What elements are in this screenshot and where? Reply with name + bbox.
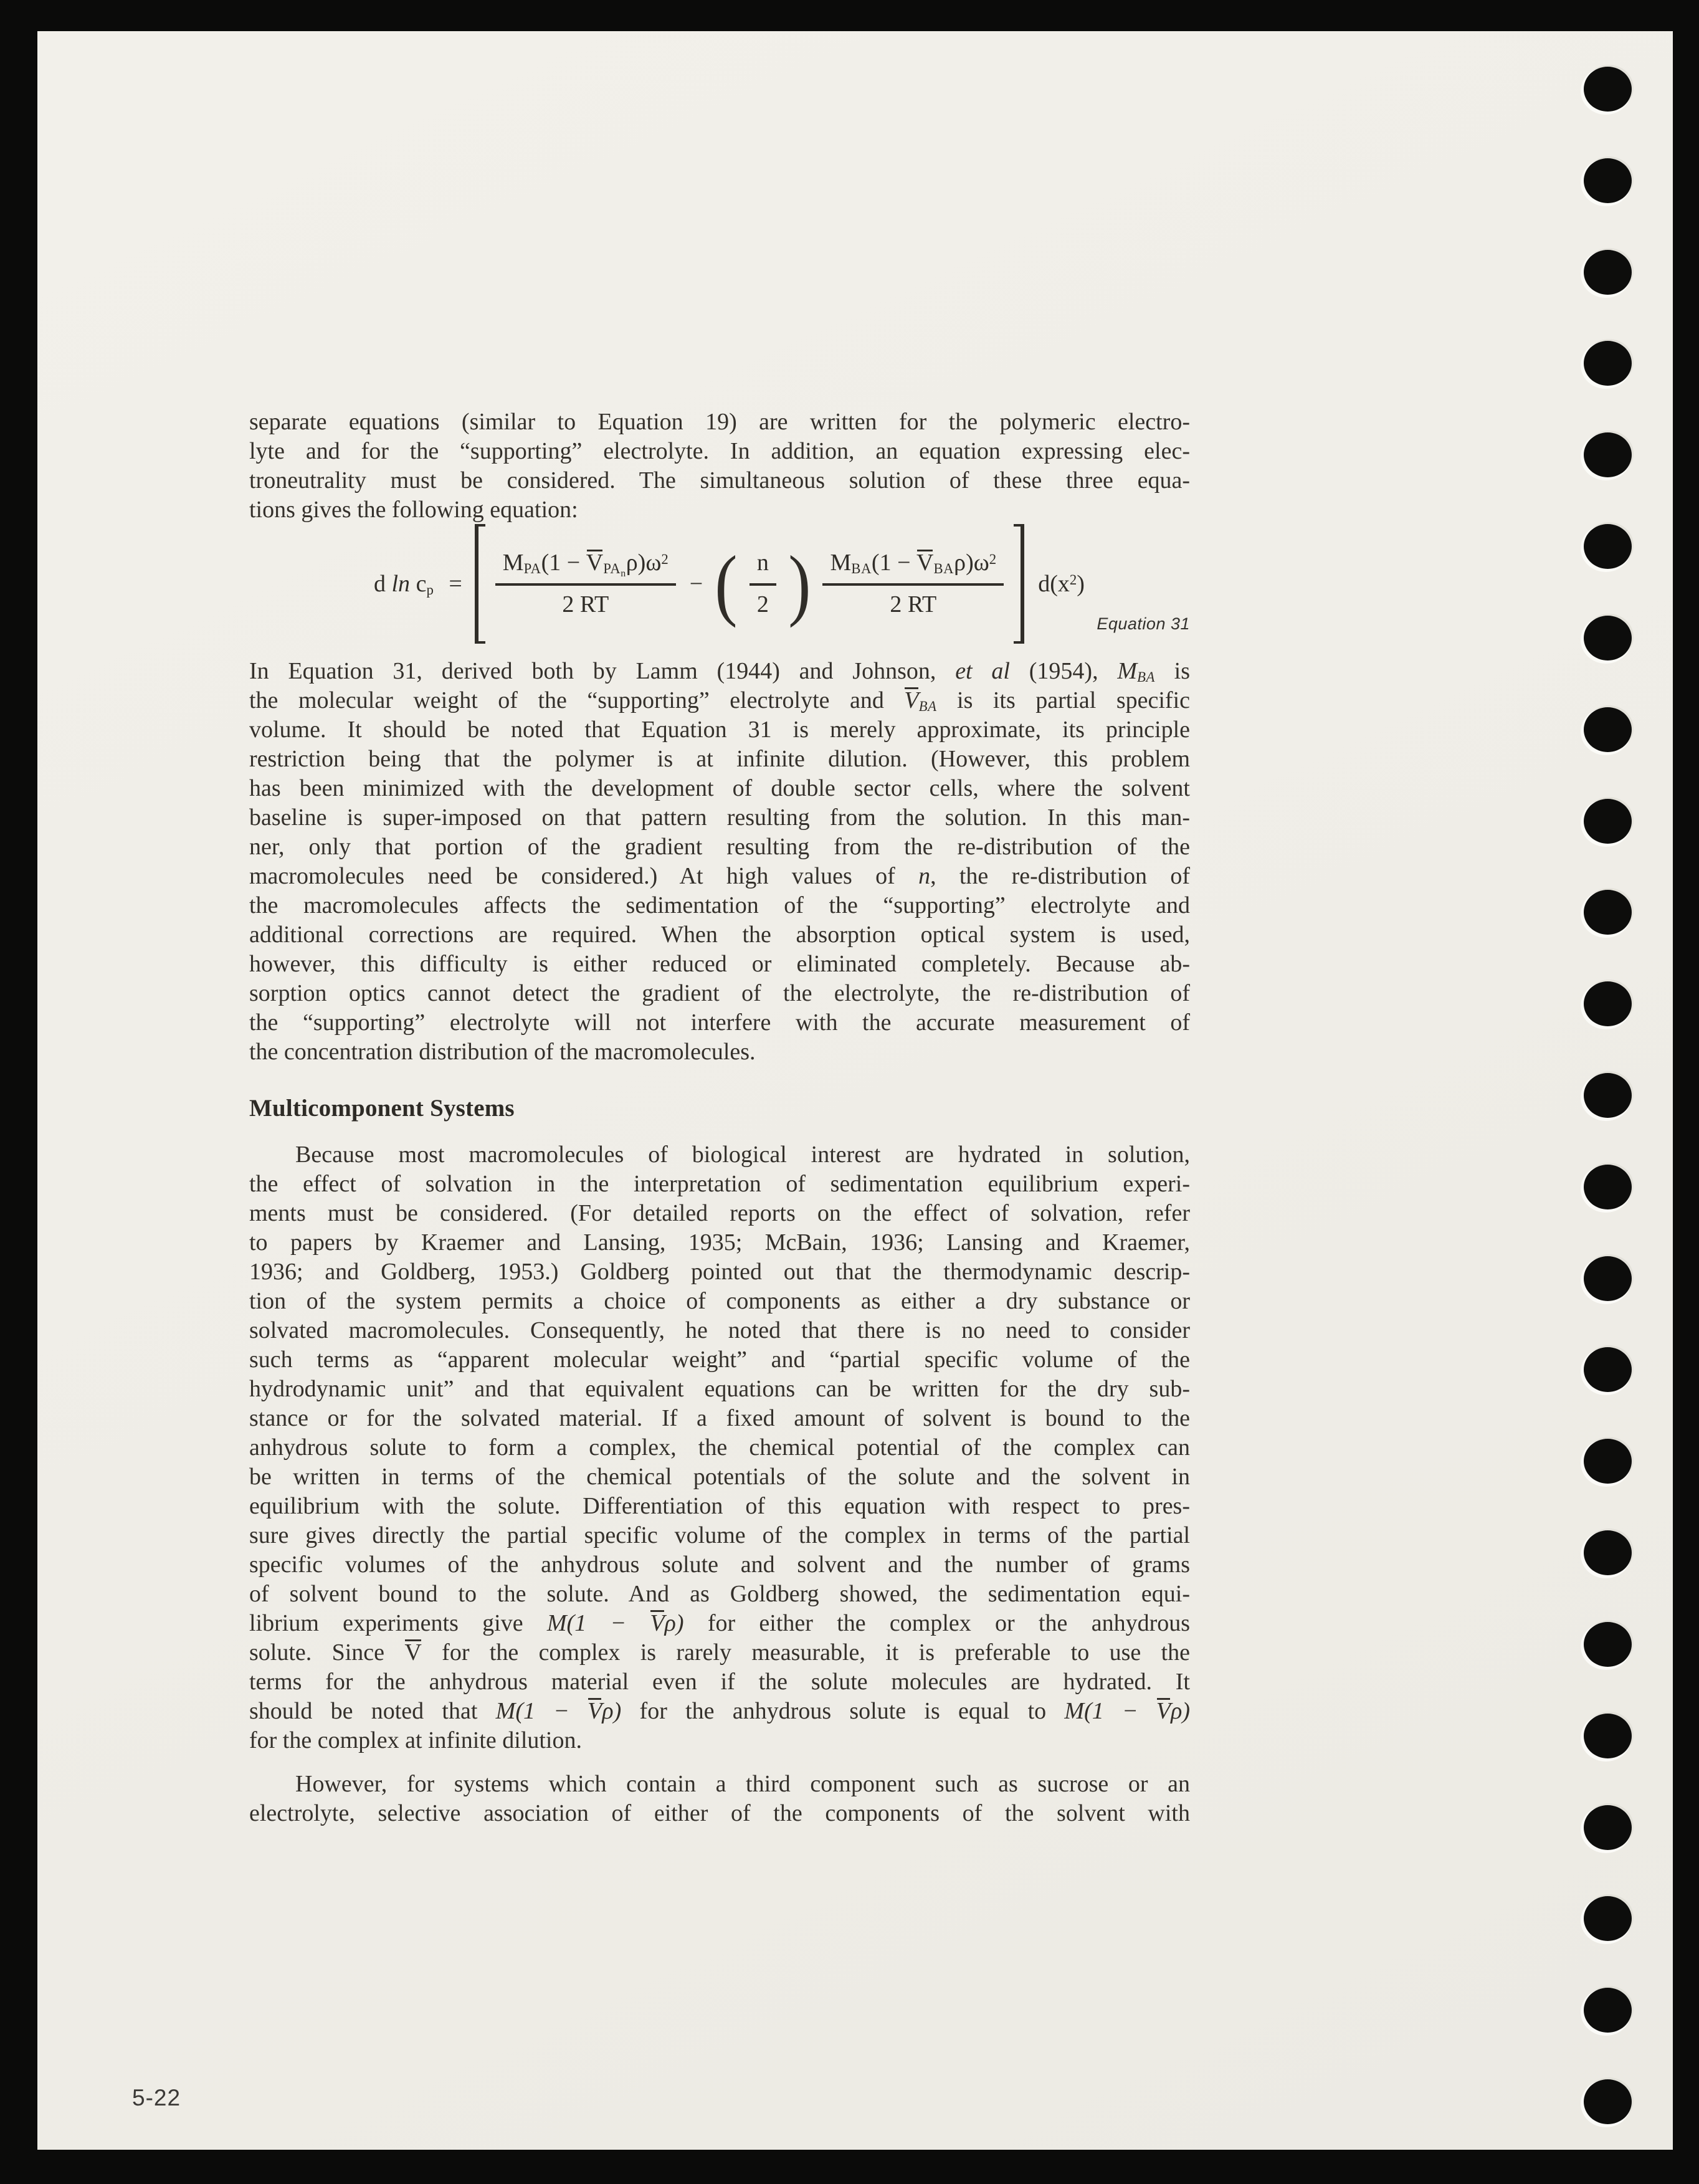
equals-sign: = xyxy=(449,570,462,597)
text-line: solvated macromolecules. Consequently, he noted that there is no need to consider xyxy=(249,1317,1190,1343)
paragraph xyxy=(249,657,1190,1067)
binder-hole xyxy=(1584,158,1632,203)
text-line: of solvent bound to the solute. And as Goldberg showed, the sedimentation equi- xyxy=(249,1581,1190,1607)
equation-row: d $\ln c_p$ = $\frac{M_{PA}(1 - V_{PA_n}\rho)\omega^2}{2 RT}$ − ( $\frac{n}{2}$ ) $\frac{M_{BA}(1 - V_{BA}\rho)\omega^2}{2 RT}$ $d(x^2)$ xyxy=(374,524,1085,644)
binder-hole xyxy=(1584,432,1632,477)
text-line: stance or for the solvated material. If a fixed amount of solvent is bound to the xyxy=(249,1405,1190,1431)
binder-hole xyxy=(1584,1988,1632,2033)
right-bracket xyxy=(1014,524,1024,644)
paragraph xyxy=(249,1140,1190,1755)
text-line: anhydrous solute to form a complex, the chemical potential of the complex can xyxy=(249,1434,1190,1461)
document-page xyxy=(37,31,1673,2150)
text-line: baseline is super-imposed on that pattern resulting from the solution. In this man- xyxy=(249,804,1190,831)
binder-hole xyxy=(1584,1073,1632,1118)
text-line: specific volumes of the anhydrous solute and solvent and the number of grams xyxy=(249,1552,1190,1578)
minus-sign: − xyxy=(689,570,703,597)
text-line: the molecular weight of the “supporting” electrolyte and $V_{BA}$ is its partial specific xyxy=(249,687,1190,715)
left-bracket xyxy=(475,524,485,644)
text-line: 1936; and Goldberg, 1953.) Goldberg pointed out that the thermodynamic descrip- xyxy=(249,1259,1190,1285)
binder-hole xyxy=(1584,341,1632,386)
text-line: Because most macromolecules of biological interest are hydrated in solution, xyxy=(295,1142,1190,1168)
text-line: In Equation 31, derived both by Lamm (1944) and Johnson, et al (1954), $M_{BA}$ is xyxy=(249,658,1191,685)
text-line: the macromolecules affects the sedimentation of the “supporting” electrolyte and xyxy=(249,892,1190,918)
text-line: additional corrections are required. When the absorption optical system is used, xyxy=(249,922,1190,948)
binder-hole xyxy=(1584,1347,1632,1392)
binder-hole xyxy=(1584,616,1632,660)
text-line: restriction being that the polymer is at infinite dilution. (However, this problem xyxy=(249,746,1190,772)
text-line: the “supporting” electrolyte will not interfere with the accurate measurement of xyxy=(249,1009,1190,1036)
text-line: such terms as “apparent molecular weight” and “partial specific volume of the xyxy=(249,1347,1190,1373)
text-line: lyte and for the “supporting” electrolyte. In addition, an equation expressing elec- xyxy=(249,438,1190,464)
paragraph xyxy=(249,1770,1190,1828)
text-line: ments must be considered. (For detailed reports on the effect of solvation, refer xyxy=(249,1200,1190,1226)
page-number: 5-22 xyxy=(132,2085,181,2110)
binder-hole xyxy=(1584,707,1632,752)
text-line: macromolecules need be considered.) At high values of n, the re-distribution of xyxy=(249,863,1190,889)
binder-hole xyxy=(1584,1439,1632,1484)
fraction-2-denominator: 2 RT xyxy=(822,583,1004,619)
binder-hole xyxy=(1584,1805,1632,1850)
text-line: electrolyte, selective association of either of the components of the solvent with xyxy=(249,1800,1190,1826)
binder-hole xyxy=(1584,1256,1632,1301)
binder-hole xyxy=(1584,1165,1632,1209)
text-line: hydrodynamic unit” and that equivalent equations can be written for the dry sub- xyxy=(249,1376,1190,1402)
equation-lhs: d $\ln c_p$ xyxy=(374,570,434,598)
text-line: volume. It should be noted that Equation 31 is merely approximate, its principle xyxy=(249,717,1190,743)
text-line: troneutrality must be considered. The simultaneous solution of these three equa- xyxy=(249,467,1190,494)
text-line: tions gives the following equation: xyxy=(249,497,578,523)
section-heading: Multicomponent Systems xyxy=(249,1095,515,1122)
binder-hole xyxy=(1584,890,1632,935)
text-line: sure gives directly the partial specific volume of the complex in terms of the partial xyxy=(249,1522,1190,1548)
binder-hole xyxy=(1584,1530,1632,1575)
binder-hole xyxy=(1584,799,1632,844)
text-line: the effect of solvation in the interpretation of sedimentation equilibrium experi- xyxy=(249,1171,1190,1197)
fraction-1 xyxy=(495,548,676,619)
text-line: solute. Since V for the complex is rarely measurable, it is preferable to use the xyxy=(249,1638,1190,1667)
binder-hole xyxy=(1584,2079,1632,2124)
text-line: should be noted that M(1 − Vρ) for the anhydrous solute is equal to M(1 − Vρ) xyxy=(249,1697,1190,1726)
text-line: However, for systems which contain a third component such as sucrose or an xyxy=(295,1771,1190,1797)
text-line: however, this difficulty is either reduced or eliminated completely. Because ab- xyxy=(249,951,1190,977)
text-line: ner, only that portion of the gradient resulting from the re-distribution of the xyxy=(249,834,1190,860)
binder-hole xyxy=(1584,524,1632,569)
binder-hole xyxy=(1584,250,1632,295)
text-line: has been minimized with the development of double sector cells, where the solvent xyxy=(249,775,1190,801)
body-text xyxy=(249,408,1190,1828)
fraction-1-numerator: $M_{PA}(1 - V_{PA_n}\rho)\omega^2$ xyxy=(502,550,669,579)
small-fraction-denominator: 2 xyxy=(750,583,776,619)
text-line: to papers by Kraemer and Lansing, 1935; McBain, 1936; Lansing and Kraemer, xyxy=(249,1229,1190,1256)
text-line: librium experiments give M(1 − Vρ) for either the complex or the anhydrous xyxy=(249,1609,1190,1638)
equation-rhs: $d(x^2)$ xyxy=(1038,570,1085,597)
equation-label: Equation 31 xyxy=(1097,614,1190,633)
text-line: sorption optics cannot detect the gradient of the electrolyte, the re-distribution of xyxy=(249,980,1190,1006)
small-fraction-numerator: n xyxy=(756,550,769,576)
text-line: be written in terms of the chemical potentials of the solute and the solvent in xyxy=(249,1464,1190,1490)
equation xyxy=(249,518,1190,649)
text-line: the concentration distribution of the macromolecules. xyxy=(249,1039,756,1065)
text-line: separate equations (similar to Equation 19) are written for the polymeric electro- xyxy=(249,409,1190,435)
small-fraction xyxy=(750,548,776,619)
binder-hole xyxy=(1584,1714,1632,1758)
binder-hole xyxy=(1584,981,1632,1026)
text-line: for the complex at infinite dilution. xyxy=(249,1727,582,1753)
text-line: tion of the system permits a choice of components as either a dry substance or xyxy=(249,1288,1190,1314)
binder-hole xyxy=(1584,67,1632,112)
text-line: terms for the anhydrous material even if the solute molecules are hydrated. It xyxy=(249,1669,1190,1695)
fraction-2 xyxy=(822,548,1004,619)
binder-hole xyxy=(1584,1622,1632,1667)
paragraph xyxy=(249,408,1190,525)
fraction-1-denominator: 2 RT xyxy=(495,583,676,619)
text-line: equilibrium with the solute. Differentiation of this equation with respect to pres- xyxy=(249,1493,1190,1519)
binder-hole xyxy=(1584,1896,1632,1941)
fraction-2-numerator: $M_{BA}(1 - V_{BA}\rho)\omega^2$ xyxy=(830,550,997,577)
